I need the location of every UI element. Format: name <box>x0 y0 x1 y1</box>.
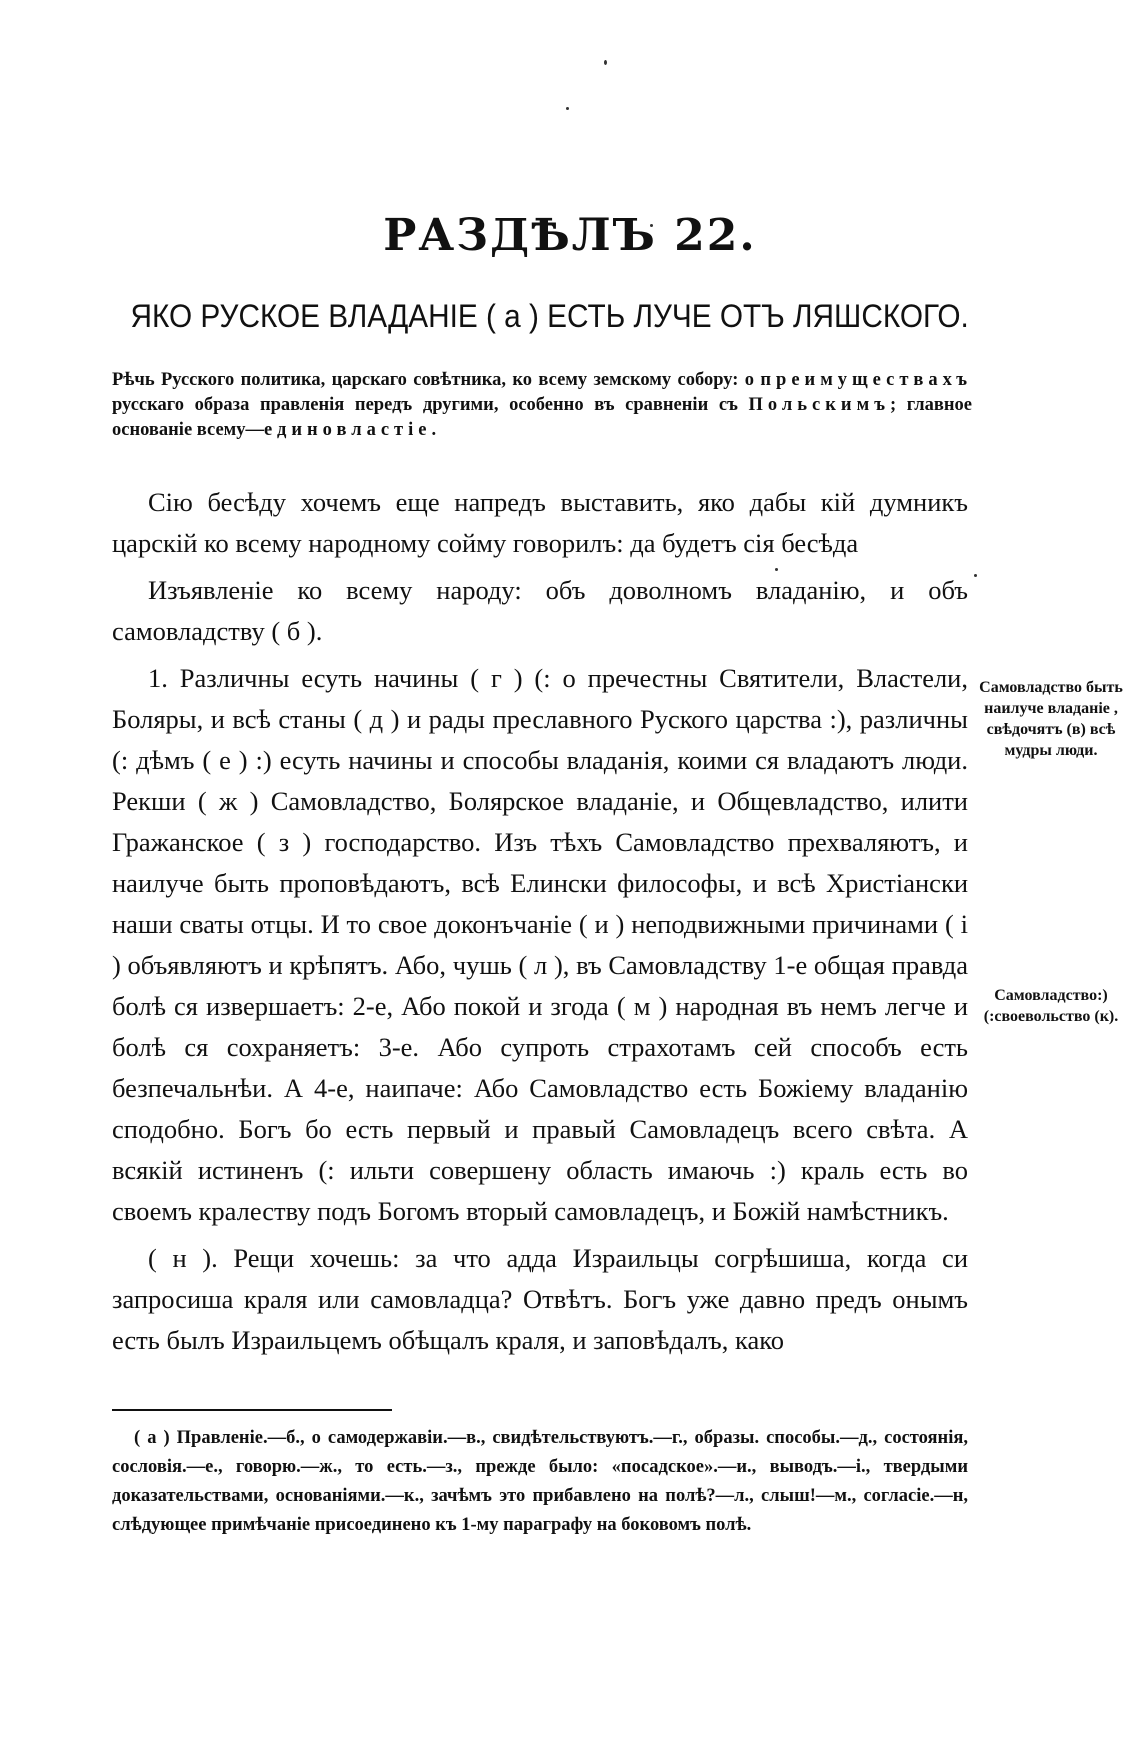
paragraph-note-n: ( н ). Рещи хочешь: за что адда Израильцы согрѣшиша, когда си запросиша краля или самовладца? Отвѣтъ. Богъ уже давно предъ онымъ есть былъ Израильцемъ обѣщалъ краля, и заповѣдалъ, како <box>112 1243 968 1355</box>
summary-spaced-word: преимуществахъ <box>760 370 972 390</box>
summary-text: русскаго образа правленія передъ другими, особенно въ сравненіи съ <box>112 395 749 415</box>
summary-text: ; главное основаніе всему— <box>112 395 972 440</box>
summary-spaced-word: единовластіе <box>264 420 432 440</box>
footnote-divider <box>112 1409 392 1411</box>
summary-text: Рѣчь Русского политика, царскаго совѣтника, ко всему земскому собору: о <box>112 370 761 390</box>
section-title: РАЗДѢЛЪ 22. <box>383 210 757 261</box>
main-text <box>112 482 968 1367</box>
summary-spaced-word: Польскимъ <box>748 395 890 415</box>
ink-speck <box>974 574 977 577</box>
paragraph-intro: Сію бесѣду хочемъ еще напредъ выставить, яко дабы кій думникъ царскій ко всему народному сойму говорилъ: да будетъ сія бесѣда <box>112 487 968 558</box>
section-summary <box>112 368 972 443</box>
ink-speck <box>604 60 607 65</box>
footnote: ( а ) Правленіе.—б., о самодержавіи.—в., свидѣтельствуютъ.—г., образы. способы.—д., состоянія, сословія.—е., говорю.—ж., то есть.—з., прежде было: «посадское».—и., выводъ.—і., твердыми доказательствами, основаніями.—к., зачѣмъ это прибавлено на полѣ?—л., слыш!—м., согласіе.—н, слѣдующее примѣчаніе присоединено къ 1-му параграфу на боковомъ полѣ. <box>112 1428 968 1535</box>
summary-text: . <box>431 420 437 440</box>
margin-note-2: Самовладство:) (:своевольство (к). <box>983 987 1119 1025</box>
ink-speck <box>566 107 569 110</box>
section-subtitle: ЯКО РУСКОЕ ВЛАДАНІЕ ( а ) ЕСТЬ ЛУЧЕ ОТЪ ЛЯШСКОГО. <box>130 298 969 334</box>
margin-note-1: Самовладство быть наилуче владаніе , свѣдочятъ (в) всѣ мудры люди. <box>979 679 1123 759</box>
paragraph-heading: Изъявленіе ко всему народу: объ доволномъ владанію, и объ самовладству ( б ). <box>112 575 968 646</box>
paragraph-1: 1. Различны есуть начины ( г ) (: о пречестны Святители, Властели, Боляры, и всѣ станы ( д ) и рады преславного Руского царства :), различны (: дѣмъ ( е ) :) есуть начины и способы владанія, коими ся владаютъ люди. Рекши ( ж ) Самовладство, Болярское владаніе, и Общевладство, илити Гражанское ( з ) господарство. Изъ тѣхъ Самовладство прехваляютъ, и наилуче быть проповѣдаютъ, всѣ Елински философы, и всѣ Христіански наши сваты отцы. И то свое доконъчаніе ( и ) неподвижными причинами ( і ) объявляютъ и крѣпятъ. Або, чушь ( л ), въ Самовладству 1-е общая правда болѣ ся извершаетъ: 2-е, Або покой и згода ( м ) народная въ немъ легче и болѣ ся сохраняетъ: 3-е. Або супроть страхотамъ сей способъ есть безпечальнѣи. А 4-е, наипаче: Або Самовладство есть Божіему владанію сподобно. Богъ бо есть первый и правый Самовладецъ всего свѣта. А всякій истиненъ (: ильти совершену область имаючь :) краль есть во своемъ кралеству подъ Богомъ вторый самовладецъ, и Божій намѣстникъ. <box>112 663 968 1226</box>
